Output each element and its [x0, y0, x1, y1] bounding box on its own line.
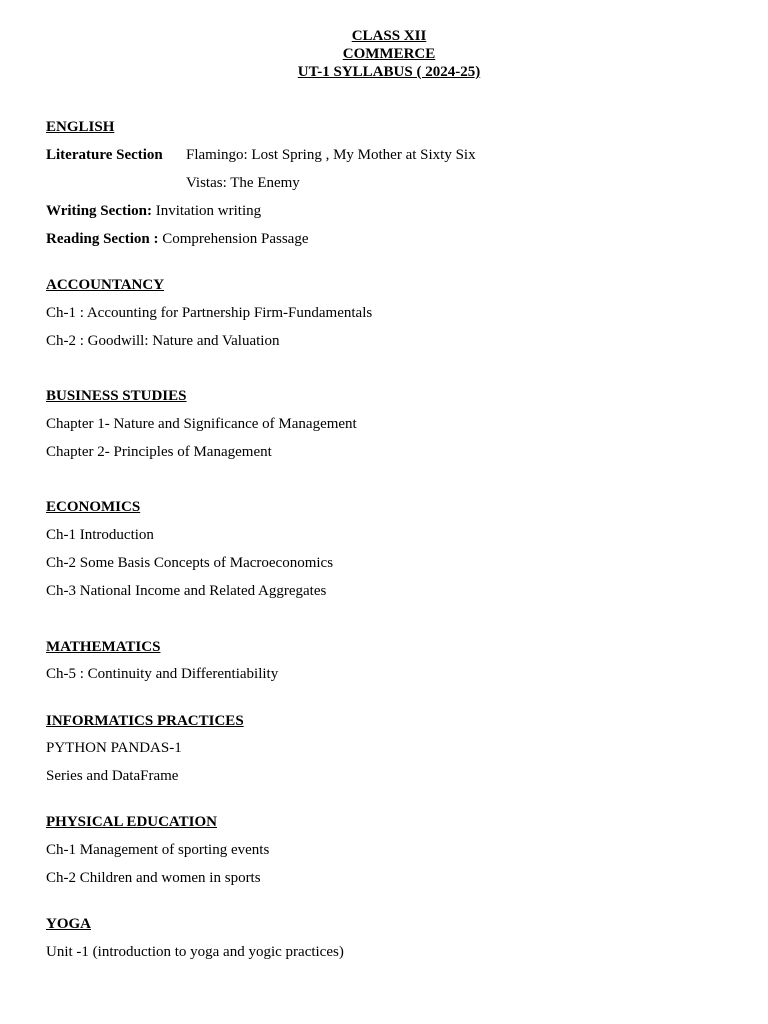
informatics-item: Series and DataFrame [46, 768, 179, 784]
literature-section-line-2: Vistas: The Enemy [186, 175, 300, 191]
literature-section-line-1: Flamingo: Lost Spring , My Mother at Sixty Six [186, 147, 476, 163]
yoga-item: Unit -1 (introduction to yoga and yogic practices) [46, 944, 344, 960]
business-studies-item: Chapter 1- Nature and Significance of Management [46, 416, 357, 432]
class-title: CLASS XII [351, 28, 427, 44]
literature-section-label: Literature Section [46, 147, 163, 163]
accountancy-item: Ch-2 : Goodwill: Nature and Valuation [46, 333, 280, 349]
economics-item: Ch-2 Some Basis Concepts of Macroeconomics [46, 555, 334, 571]
mathematics-heading: MATHEMATICS [46, 639, 161, 655]
stream-title: COMMERCE [342, 46, 436, 62]
informatics-item: PYTHON PANDAS-1 [46, 740, 182, 756]
accountancy-item: Ch-1 : Accounting for Partnership Firm-Fundamentals [46, 305, 373, 321]
writing-section [46, 202, 261, 220]
economics-item: Ch-1 Introduction [46, 527, 154, 543]
business-studies-heading: BUSINESS STUDIES [46, 388, 187, 404]
physical-education-item: Ch-2 Children and women in sports [46, 870, 261, 886]
informatics-practices-heading: INFORMATICS PRACTICES [46, 713, 244, 729]
reading-section-value: Comprehension Passage [158, 231, 309, 247]
yoga-heading: YOGA [46, 916, 91, 932]
economics-heading: ECONOMICS [46, 499, 141, 515]
business-studies-item: Chapter 2- Principles of Management [46, 444, 272, 460]
economics-item: Ch-3 National Income and Related Aggregates [46, 583, 327, 599]
document-header [0, 27, 768, 81]
accountancy-heading: ACCOUNTANCY [46, 277, 165, 293]
english-heading: ENGLISH [46, 119, 115, 135]
physical-education-heading: PHYSICAL EDUCATION [46, 814, 217, 830]
reading-section [46, 230, 308, 248]
reading-section-label: Reading Section : [46, 231, 159, 247]
physical-education-item: Ch-1 Management of sporting events [46, 842, 270, 858]
writing-section-label: Writing Section: [46, 203, 152, 219]
mathematics-item: Ch-5 : Continuity and Differentiability [46, 666, 279, 682]
syllabus-title: UT-1 SYLLABUS ( 2024-25) [297, 64, 481, 80]
writing-section-value: Invitation writing [151, 203, 262, 219]
